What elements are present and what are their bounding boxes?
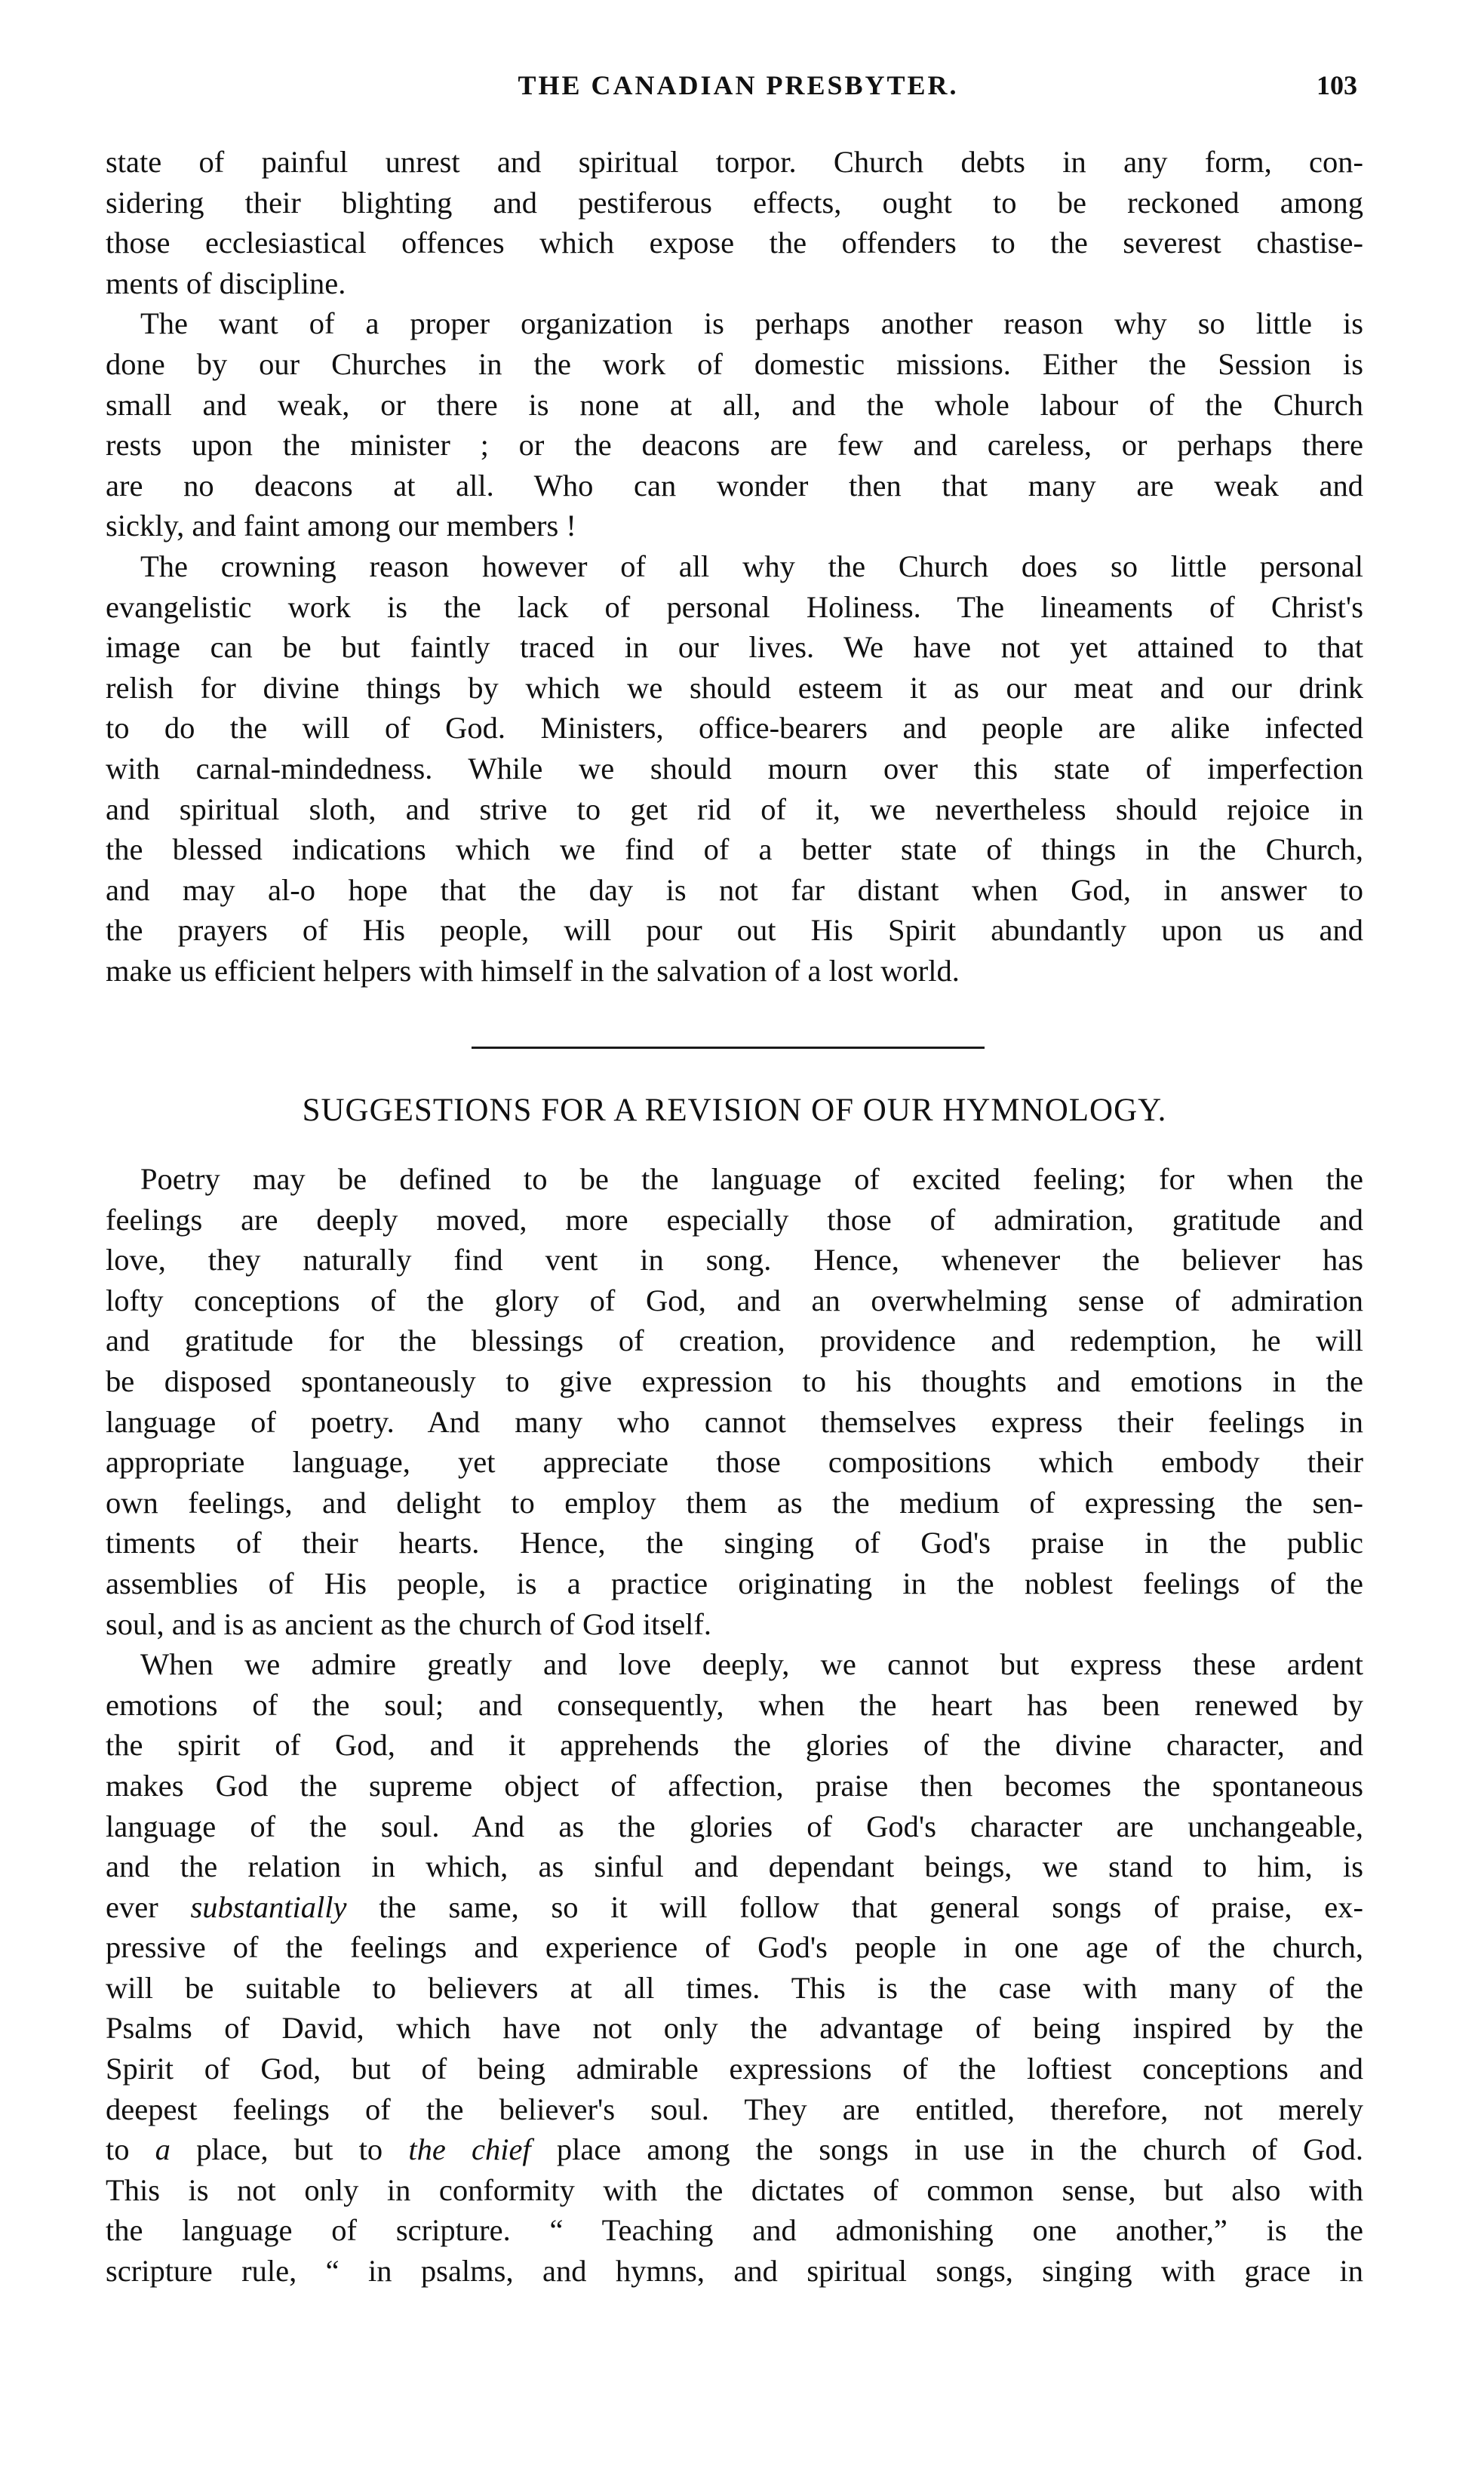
text-line: done by our Churches in the work of domestic missions. Either the Session is	[106, 346, 1363, 381]
section-divider	[472, 1047, 985, 1049]
text-segment: the same, so it will follow that general songs of praise, ex-	[379, 1889, 1363, 1924]
text-line: ments of discipline.	[106, 266, 346, 300]
text-line: to do the will of God. Ministers, office-bearers and people are alike infected	[106, 711, 1363, 745]
italic-emphasis: the chief	[408, 2132, 531, 2167]
text-line: emotions of the soul; and consequently, when the heart has been renewed by	[106, 1687, 1363, 1722]
text-line: timents of their hearts. Hence, the singing of God's praise in the public	[106, 1526, 1363, 1560]
text-line: the spirit of God, and it apprehends the glories of the divine character, and	[106, 1728, 1363, 1763]
text-line: make us efficient helpers with himself in the salvation of a lost world.	[106, 953, 960, 988]
continued-article-text	[106, 142, 1363, 991]
text-segment: place, but to	[196, 2132, 383, 2167]
text-line: and the relation in which, as sinful and dependant beings, we stand to him, is	[106, 1849, 1363, 1884]
text-line: language of poetry. And many who cannot themselves express their feelings in	[106, 1404, 1363, 1439]
text-line: assemblies of His people, is a practice originating in the noblest feelings of the	[106, 1566, 1363, 1600]
text-line: scripture rule, “ in psalms, and hymns, and spiritual songs, singing with grace in	[106, 2254, 1363, 2289]
text-segment: ever	[106, 1889, 158, 1924]
text-line: This is not only in conformity with the dictates of common sense, but also with	[106, 2172, 1363, 2207]
text-line: Spirit of God, but of being admirable expressions of the loftiest conceptions and	[106, 2052, 1363, 2086]
text-line: be disposed spontaneously to give expression to his thoughts and emotions in the	[106, 1363, 1363, 1398]
article-title: SUGGESTIONS FOR A REVISION OF OUR HYMNOLOGY.	[302, 1093, 1167, 1128]
text-line: soul, and is as ancient as the church of God itself.	[106, 1606, 712, 1641]
text-line: language of the soul. And as the glories of God's character are unchangeable,	[106, 1809, 1363, 1843]
text-line: lofty conceptions of the glory of God, and an overwhelming sense of admiration	[106, 1283, 1363, 1317]
italic-emphasis: substantially	[190, 1889, 347, 1924]
text-line: image can be but faintly traced in our lives. We have not yet attained to that	[106, 630, 1363, 665]
text-line-mixed	[106, 2129, 1363, 2170]
text-line: The crowning reason however of all why the Church does so little personal	[140, 549, 1363, 583]
text-line: are no deacons at all. Who can wonder then that many are weak and	[106, 468, 1363, 503]
text-line: the blessed indications which we find of a better state of things in the Church,	[106, 832, 1363, 867]
page-header	[106, 69, 1371, 115]
text-line: those ecclesiastical offences which expose the offenders to the severest chastise-	[106, 226, 1363, 260]
italic-emphasis: a	[155, 2132, 171, 2167]
text-line: and may al-o hope that the day is not far distant when God, in answer to	[106, 872, 1363, 907]
text-line: sidering their blighting and pestiferous effects, ought to be reckoned among	[106, 185, 1363, 220]
text-line: small and weak, or there is none at all, and the whole labour of the Church	[106, 387, 1363, 422]
text-line: the prayers of His people, will pour out His Spirit abundantly upon us and	[106, 913, 1363, 948]
text-line: love, they naturally find vent in song. Hence, whenever the believer has	[106, 1243, 1363, 1277]
text-line: and spiritual sloth, and strive to get rid of it, we nevertheless should rejoice in	[106, 792, 1363, 826]
text-line: Poetry may be defined to be the language of excited feeling; for when the	[140, 1162, 1363, 1196]
text-line: relish for divine things by which we should esteem it as our meat and our drink	[106, 670, 1363, 705]
text-line: rests upon the minister ; or the deacons are few and careless, or perhaps there	[106, 428, 1363, 463]
text-line: The want of a proper organization is perhaps another reason why so little is	[140, 306, 1363, 341]
text-line: sickly, and faint among our members !	[106, 509, 576, 543]
text-line: the language of scripture. “ Teaching and admonishing one another,” is the	[106, 2213, 1363, 2248]
text-line: state of painful unrest and spiritual torpor. Church debts in any form, con-	[106, 145, 1363, 179]
text-line: When we admire greatly and love deeply, we cannot but express these ardent	[140, 1647, 1363, 1682]
text-line: own feelings, and delight to employ them as the medium of expressing the sen-	[106, 1485, 1363, 1520]
text-line-mixed	[106, 1887, 1363, 1928]
text-line: pressive of the feelings and experience of God's people in one age of the church,	[106, 1930, 1363, 1965]
text-line: with carnal-mindedness. While we should mourn over this state of imperfection	[106, 751, 1363, 785]
running-title: THE CANADIAN PRESBYTER.	[518, 70, 959, 100]
text-line: feelings are deeply moved, more especially those of admiration, gratitude and	[106, 1202, 1363, 1237]
page-number: 103	[1317, 70, 1357, 100]
text-line: and gratitude for the blessings of creation, providence and redemption, he will	[106, 1323, 1363, 1358]
text-segment: place among the songs in use in the church of God.	[556, 2132, 1364, 2167]
text-segment: to	[106, 2132, 130, 2167]
text-line: Psalms of David, which have not only the advantage of being inspired by the	[106, 2011, 1363, 2046]
text-line: appropriate language, yet appreciate those compositions which embody their	[106, 1445, 1363, 1480]
text-line: deepest feelings of the believer's soul. They are entitled, therefore, not merely	[106, 2092, 1363, 2126]
article-body	[106, 1159, 1363, 2292]
text-line: will be suitable to believers at all times. This is the case with many of the	[106, 1970, 1363, 2005]
text-line: makes God the supreme object of affection, praise then becomes the spontaneous	[106, 1768, 1363, 1803]
text-line: evangelistic work is the lack of personal Holiness. The lineaments of Christ's	[106, 589, 1363, 624]
